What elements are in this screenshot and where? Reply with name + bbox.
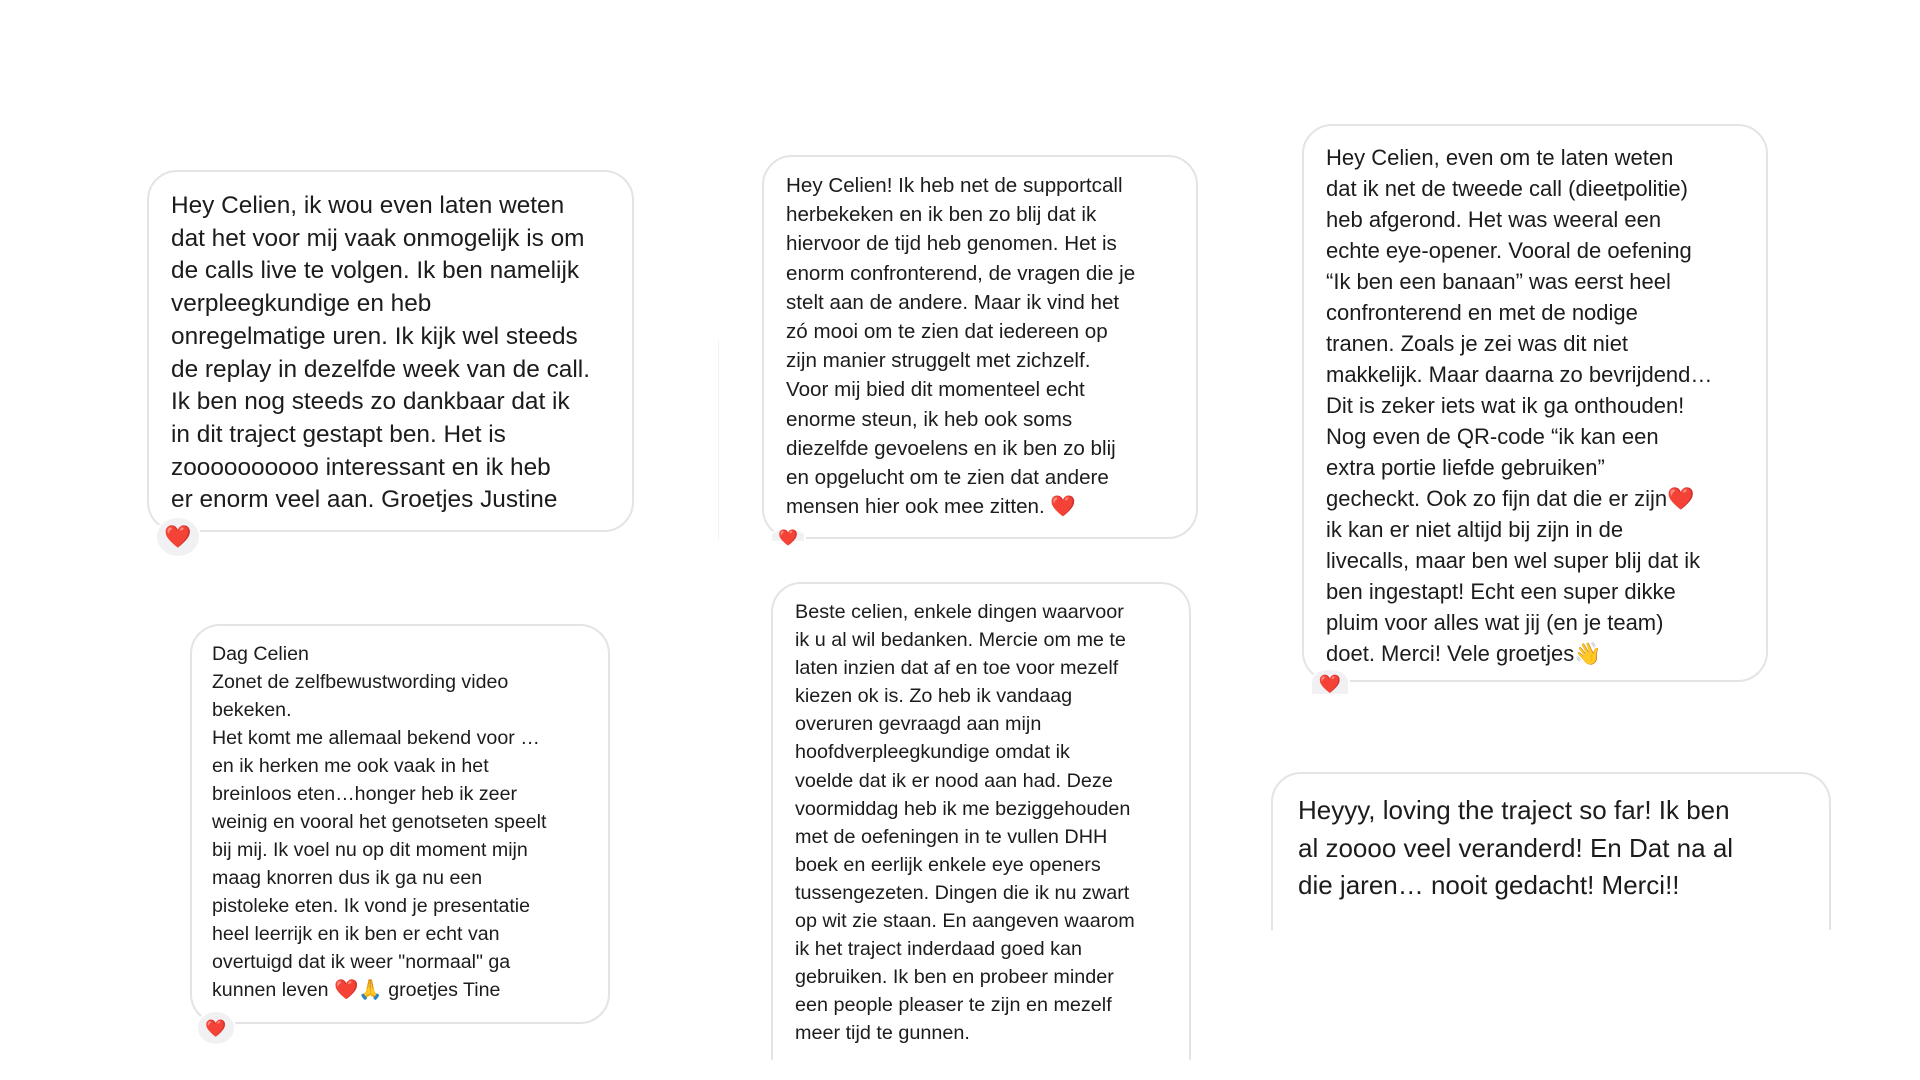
message-bubble-beste-celien[interactable] bbox=[771, 582, 1191, 1060]
heart-reaction-icon: ❤️ bbox=[1318, 674, 1342, 694]
message-text: Heyyy, loving the traject so far! Ik ben al zoooo veel veranderd! En Dat na al die jaren… nooit gedacht! Merci!! bbox=[1298, 795, 1734, 900]
message-reaction[interactable] bbox=[196, 1010, 236, 1046]
message-bubble-dieetpolitie[interactable] bbox=[1302, 124, 1768, 682]
message-text: Hey Celien! Ik heb net de supportcall herbekeken en ik ben zo blij dat ik hiervoor de tijd heb genomen. Het is enorm confronterend, de vragen die je stelt aan de andere. Maar ik vind het zó mooi om te zien dat iedereen op zijn manier struggelt met zichzelf. Voor mij bied dit momenteel echt enorme steun, ik heb ook soms diezelfde gevoelens en ik ben zo blij en opgelucht om te zien dat andere mensen hier ook mee zitten. ❤️ bbox=[786, 174, 1136, 519]
message-bubble-justine[interactable] bbox=[147, 170, 634, 532]
message-text: Hey Celien, ik wou even laten weten dat het voor mij vaak onmogelijk is om de calls live te volgen. Ik ben namelijk verpleegkundige en heb onregelmatige uren. Ik kijk wel steeds de replay in dezelfde week van de call. Ik ben nog steeds zo dankbaar dat ik in dit traject gestapt ben. Het is zoooooooooo interessant en ik heb er enorm veel aan. Groetjes Justine bbox=[171, 192, 590, 514]
message-reaction[interactable] bbox=[1310, 668, 1350, 696]
message-reaction[interactable] bbox=[770, 528, 806, 547]
message-text: Hey Celien, even om te laten weten dat ik net de tweede call (dieetpolitie) heb afgerond. Het was weeral een echte eye-opener. Vooral de oefening “Ik ben een banaan” was eerst heel confronterend en met de nodige tranen. Zoals je zei was dit niet makkelijk. Maar daarna zo bevrijdend… Dit is zeker iets wat ik ga onthouden! Nog even de QR-code “ik kan een extra portie liefde gebruiken” gecheckt. Ook zo fijn dat die er zijn❤️ ik kan er niet altijd bij zijn in de livecalls, maar ben wel super blij dat ik ben ingestapt! Echt een super dikke pluim voor alles wat jij (en je team) doet. Merci! Vele groetjes👋 bbox=[1326, 145, 1713, 666]
message-bubble-tine[interactable] bbox=[190, 624, 610, 1024]
message-text: Beste celien, enkele dingen waarvoor ik u al wil bedanken. Mercie om me te laten inzien dat af en toe voor mezelf kiezen ok is. Zo heb ik vandaag overuren gevraagd aan mijn hoofdverpleegkundige omdat ik voelde dat ik er nood aan had. Deze voormiddag heb ik me beziggehouden met de oefeningen in te vullen DHH boek en eerlijk enkele eye openers tussengezeten. Dingen die ik nu zwart op wit zie staan. En aangeven waarom ik het traject inderdaad goed kan gebruiken. Ik ben en probeer minder een people pleaser te zijn en mezelf meer tijd te gunnen. bbox=[795, 601, 1135, 1045]
heart-reaction-icon: ❤️ bbox=[778, 529, 798, 547]
message-bubble-supportcall[interactable] bbox=[762, 155, 1198, 539]
heart-reaction-icon: ❤️ bbox=[164, 524, 192, 549]
heart-reaction-icon: ❤️ bbox=[205, 1018, 227, 1038]
divider bbox=[718, 340, 719, 540]
message-text: Dag Celien Zonet de zelfbewustwording video bekeken. Het komt me allemaal bekend voor … en ik herken me ook vaak in het breinloos eten…honger heb ik zeer weinig en vooral het genotseten speelt bij mij. Ik voel nu op dit moment mijn maag knorren dus ik ga nu een pistoleke eten. Ik vond je presentatie heel leerrijk en ik ben er echt van overtuigd dat ik weer "normaal" ga kunnen leven ❤️🙏 groetjes Tine bbox=[212, 643, 547, 1001]
message-reaction[interactable] bbox=[155, 516, 201, 558]
message-bubble-heyyy[interactable] bbox=[1271, 772, 1831, 930]
